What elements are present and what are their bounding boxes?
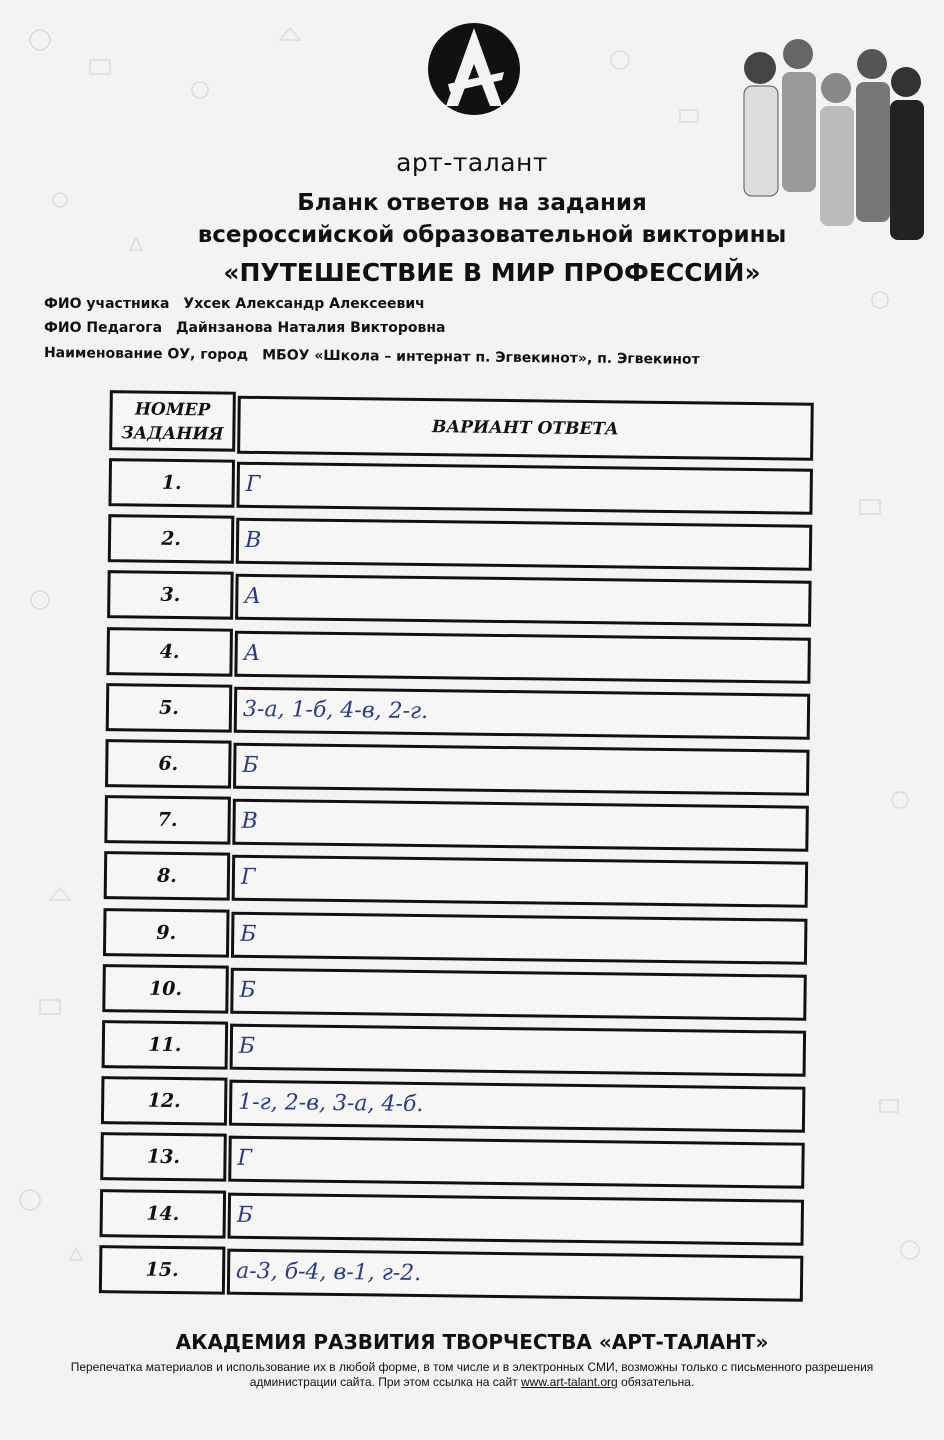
table-row <box>107 571 812 628</box>
table-row <box>100 1189 805 1246</box>
footer-notice-end: обязательна. <box>617 1375 695 1389</box>
table-row <box>105 739 810 796</box>
task-number: 10. <box>102 964 229 1014</box>
task-number: 7. <box>104 795 231 845</box>
table-row <box>103 908 808 965</box>
table-row <box>102 1020 807 1077</box>
participant-row <box>44 296 425 312</box>
column-header-answer: ВАРИАНТ ОТВЕТА <box>237 396 814 461</box>
answer-cell: Б <box>228 1192 805 1245</box>
task-number: 6. <box>105 739 232 789</box>
task-number: 3. <box>107 571 234 621</box>
teacher-value: Дайнзанова Наталия Викторовна <box>176 320 446 336</box>
participant-label: ФИО участника <box>44 296 170 312</box>
brand-name: арт-талант <box>396 148 548 177</box>
table-row <box>102 964 807 1021</box>
table-row <box>104 852 809 909</box>
task-number: 11. <box>102 1020 229 1070</box>
answer-cell: а-3, б-4, в-1, г-2. <box>227 1248 804 1301</box>
school-value: МБОУ «Школа – интернат п. Эгвекинот», п. Эгвекинот <box>262 347 700 368</box>
column-header-number-line1: НОМЕР <box>134 399 211 421</box>
task-number: 2. <box>108 514 235 564</box>
table-row <box>101 1076 806 1133</box>
answer-cell: В <box>236 518 813 571</box>
task-number: 5. <box>106 683 233 733</box>
table-row <box>106 627 811 684</box>
participant-value: Ухсек Александр Алексеевич <box>183 296 425 312</box>
teacher-row <box>44 320 446 336</box>
title-line-2: всероссийской образовательной викторины <box>197 222 787 248</box>
task-number: 4. <box>106 627 233 677</box>
column-header-number-line2: ЗАДАНИЯ <box>121 423 224 445</box>
answer-cell: Б <box>231 911 808 964</box>
answer-cell: А <box>234 630 811 683</box>
answer-cell: Г <box>228 1136 805 1189</box>
art-talant-logo <box>424 14 524 144</box>
answer-cell: 3-а, 1-б, 4-в, 2-г. <box>234 687 811 740</box>
table-row <box>100 1133 805 1190</box>
task-number: 12. <box>101 1076 228 1126</box>
answer-cell: Б <box>230 967 807 1020</box>
answer-cell: Б <box>230 1024 807 1077</box>
answer-cell: Б <box>233 743 810 796</box>
table-row <box>108 458 813 515</box>
teacher-label: ФИО Педагога <box>44 320 163 336</box>
table-row <box>99 1245 804 1302</box>
answer-cell: Г <box>236 462 813 515</box>
task-number: 14. <box>100 1189 227 1239</box>
task-number: 15. <box>99 1245 226 1295</box>
answer-cell: А <box>235 574 812 627</box>
task-number: 13. <box>100 1133 227 1183</box>
column-header-number <box>109 390 236 452</box>
table-row <box>106 683 811 740</box>
footer-academy: АКАДЕМИЯ РАЗВИТИЯ ТВОРЧЕСТВА «АРТ-ТАЛАНТ» <box>175 1330 769 1354</box>
task-number: 1. <box>108 458 235 508</box>
professions-illustration <box>730 18 926 240</box>
answer-cell: 1-г, 2-в, 3-а, 4-б. <box>229 1080 806 1133</box>
answers-table <box>85 380 826 1329</box>
answer-cell: В <box>232 799 809 852</box>
quiz-title: «ПУТЕШЕСТВИЕ В МИР ПРОФЕССИЙ» <box>223 258 761 287</box>
footer-site-link[interactable]: www.art-talant.org <box>521 1375 618 1389</box>
title-line-1: Бланк ответов на задания <box>297 190 647 216</box>
school-label: Наименование ОУ, город <box>43 345 249 364</box>
task-number: 9. <box>103 908 230 958</box>
footer-notice-text: Перепечатка материалов и использование их в любой форме, в том числе и в электронных СМИ, возможны только с письменного разрешения администрации сайта. При этом ссылка на сайт <box>70 1360 874 1389</box>
table-row <box>108 514 813 571</box>
footer-notice <box>60 1360 884 1390</box>
answer-cell: Г <box>232 855 809 908</box>
task-number: 8. <box>104 852 231 902</box>
table-row <box>104 795 809 852</box>
